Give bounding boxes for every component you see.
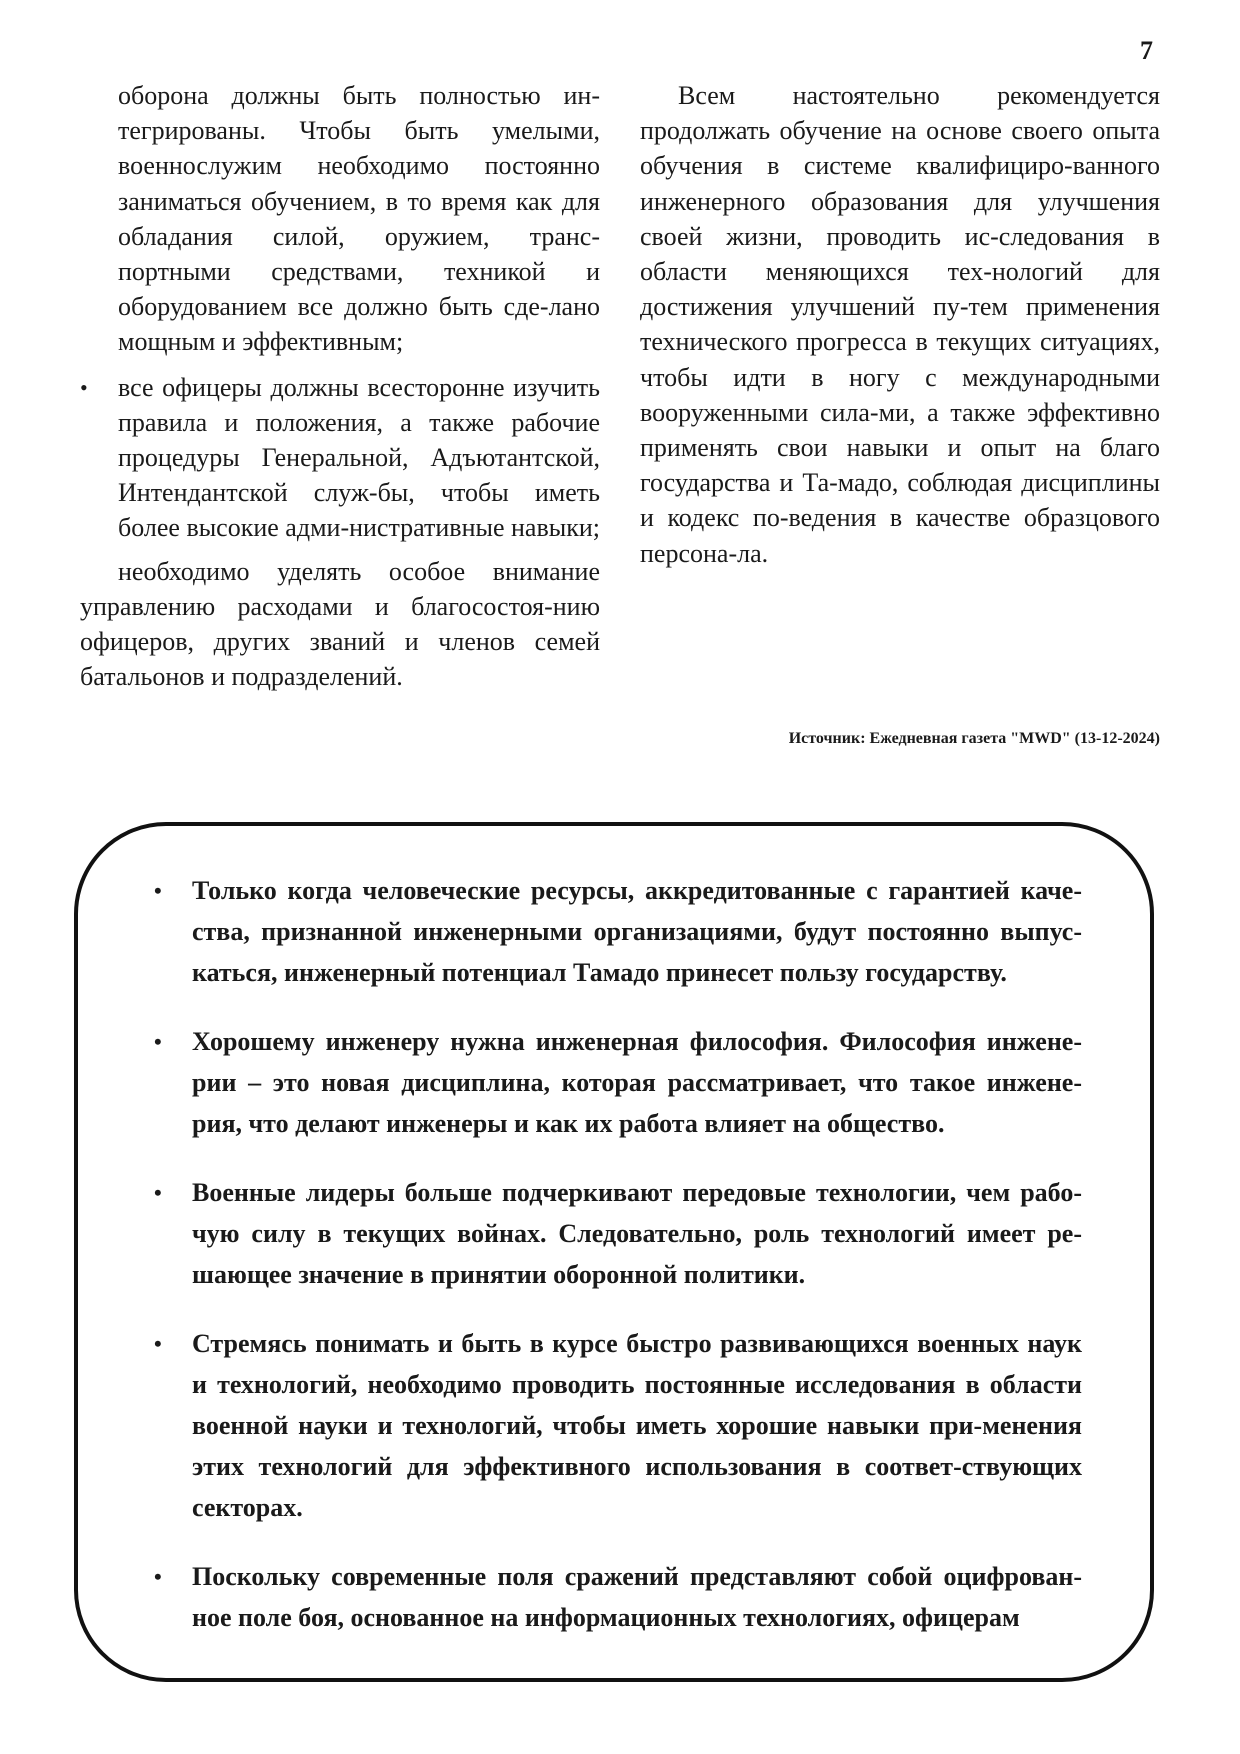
page-number: 7 xyxy=(1140,36,1153,65)
left-intro-paragraph: оборона должны быть полностью ин-тегрированы. Чтобы быть умелыми, военнослужим необходимо постоянно заниматься обучением, в то время как для обладания силой, оружием, транс-портными средствами, техникой и оборудованием все должно быть сде-лано мощным и эффективным; xyxy=(118,81,600,357)
left-bullet-item xyxy=(80,370,600,546)
left-bullet-text: все офицеры должны всесторонне изучить правила и положения, а также рабочие процедуры Генеральной, Адъютантской, Интендантской служ-бы, чтобы иметь более высокие адми-нистративные навыки; xyxy=(118,372,600,543)
bullet-icon: • xyxy=(154,878,162,903)
highlight-item-text: Хорошему инженеру нужна инженерная философия. Философия инжене-рии – это новая дисциплина, которая рассматривает, что такое инжене-рия, что делают инженеры и как их работа влияет на общество. xyxy=(192,1027,1082,1138)
highlight-item-text: Только когда человеческие ресурсы, аккредитованные с гарантией каче-ства, признанной инженерными организациями, будут постоянно выпус-каться, инженерный потенциал Тамадо принесет пользу государству. xyxy=(192,876,1082,987)
bullet-icon: • xyxy=(154,1180,162,1205)
bullet-icon: • xyxy=(154,1029,162,1054)
highlight-item xyxy=(154,1323,1082,1528)
highlight-box xyxy=(74,822,1154,1682)
right-paragraph: Всем настоятельно рекомендуется продолжать обучение на основе своего опыта обучения в системе квалифициро-ванного инженерного образования для улучшения своей жизни, проводить ис-следования в области меняющихся тех-нологий для достижения улучшений пу-тем применения технического прогресса в текущих ситуациях, чтобы идти в ногу с международными вооруженными сила-ми, а также эффективно применять свои навыки и опыт на благо государства и Та-мадо, соблюдая дисциплины и кодекс по-ведения в качестве образцового персона-ла. xyxy=(640,81,1160,568)
highlight-item xyxy=(154,1021,1082,1144)
highlight-item-text: Поскольку современные поля сражений представляют собой оцифрован-ное поле боя, основанное на информационных технологиях, офицерам xyxy=(192,1562,1082,1632)
highlight-list xyxy=(78,826,1150,1638)
bullet-icon: • xyxy=(154,1331,162,1356)
bullet-icon: • xyxy=(80,374,88,400)
highlight-item xyxy=(154,1172,1082,1295)
left-closing-paragraph: необходимо уделять особое внимание управлению расходами и благосостоя-нию офицеров, других званий и членов семей батальонов и подразделений. xyxy=(80,556,600,692)
highlight-item xyxy=(154,870,1082,993)
highlight-item-text: Военные лидеры больше подчеркивают передовые технологии, чем рабо-чую силу в текущих войнах. Следовательно, роль технологий имеет ре-шающее значение в принятии оборонной политики. xyxy=(192,1178,1082,1289)
right-column xyxy=(640,78,1160,571)
left-column xyxy=(80,78,600,694)
bullet-icon: • xyxy=(154,1564,162,1589)
highlight-item-text: Стремясь понимать и быть в курсе быстро развивающихся военных наук и технологий, необходимо проводить постоянные исследования в области военной науки и технологий, чтобы иметь хорошие навыки при-менения этих технологий для эффективного использования в соответ-ствующих секторах. xyxy=(192,1329,1082,1522)
source-citation: Источник: Ежедневная газета "MWD" (13-12-2024) xyxy=(788,730,1160,747)
highlight-item xyxy=(154,1556,1082,1638)
